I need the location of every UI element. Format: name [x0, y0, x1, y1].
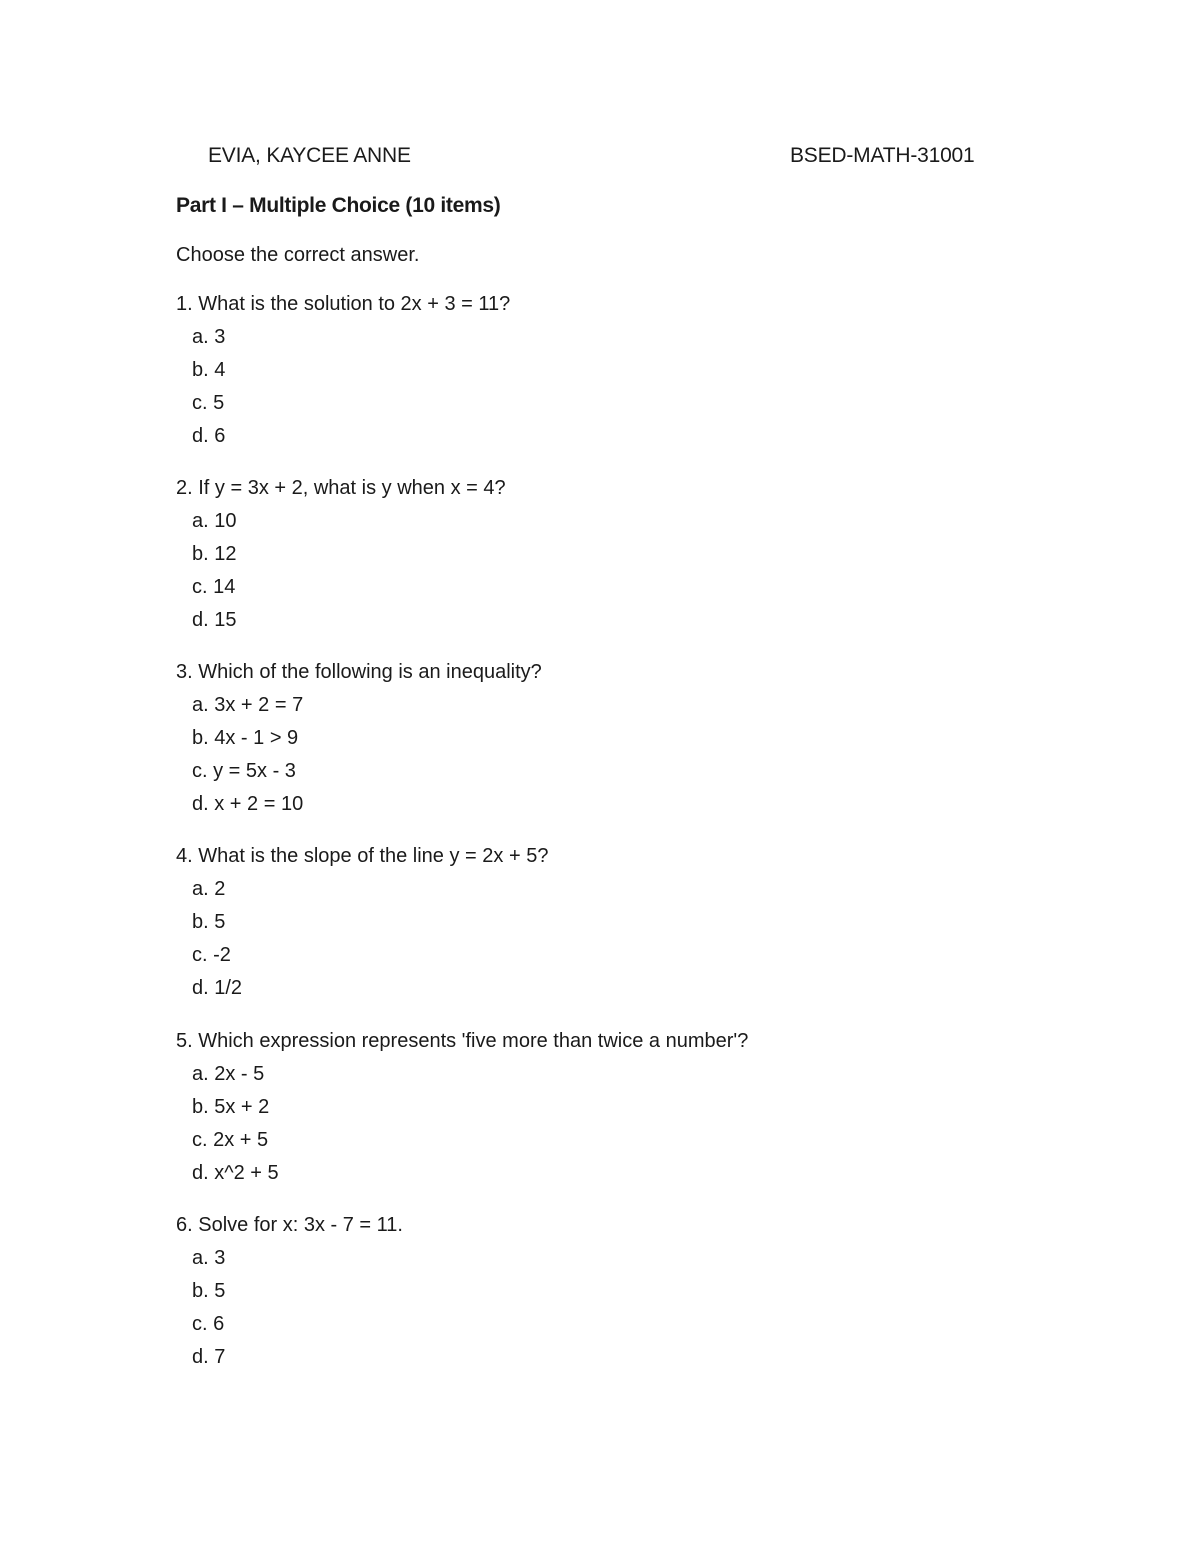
option-a: a. 2: [192, 878, 226, 900]
option-a: a. 3: [192, 1247, 226, 1269]
question-text: 2. If y = 3x + 2, what is y when x = 4?: [176, 477, 506, 499]
option-c: c. 2x + 5: [192, 1129, 269, 1151]
option-c: c. y = 5x - 3: [192, 760, 296, 782]
question-text: 3. Which of the following is an inequality?: [176, 661, 542, 683]
option-c: c. 6: [192, 1313, 225, 1335]
instructions: Choose the correct answer.: [176, 244, 420, 266]
question-text: 1. What is the solution to 2x + 3 = 11?: [176, 293, 511, 315]
option-c: c. 14: [192, 576, 236, 598]
option-c: c. -2: [192, 944, 231, 966]
part-title: Part I – Multiple Choice (10 items): [176, 194, 501, 217]
question-1: [176, 291, 1076, 456]
option-d: d. 7: [192, 1346, 226, 1368]
option-b: b. 5: [192, 1280, 226, 1302]
option-a: a. 3x + 2 = 7: [192, 694, 304, 716]
question-3: [176, 659, 1076, 824]
question-text: 6. Solve for x: 3x - 7 = 11.: [176, 1214, 403, 1236]
option-a: a. 2x - 5: [192, 1063, 265, 1085]
option-a: a. 3: [192, 326, 226, 348]
option-c: c. 5: [192, 392, 225, 414]
option-d: d. 1/2: [192, 977, 243, 999]
question-4: [176, 843, 1076, 1008]
question-2: [176, 475, 1076, 640]
question-text: 5. Which expression represents 'five more than twice a number'?: [176, 1030, 749, 1052]
student-name: EVIA, KAYCEE ANNE: [208, 144, 411, 167]
option-a: a. 10: [192, 510, 237, 532]
option-d: d. x + 2 = 10: [192, 793, 304, 815]
option-b: b. 4x - 1 > 9: [192, 727, 299, 749]
question-5: [176, 1028, 1076, 1193]
option-b: b. 4: [192, 359, 226, 381]
option-b: b. 5x + 2: [192, 1096, 270, 1118]
section-code: BSED-MATH-31001: [790, 144, 975, 167]
option-d: d. 15: [192, 609, 237, 631]
option-d: d. 6: [192, 425, 226, 447]
option-b: b. 12: [192, 543, 237, 565]
option-b: b. 5: [192, 911, 226, 933]
option-d: d. x^2 + 5: [192, 1162, 279, 1184]
question-text: 4. What is the slope of the line y = 2x + 5?: [176, 845, 549, 867]
question-6: [176, 1212, 1076, 1377]
